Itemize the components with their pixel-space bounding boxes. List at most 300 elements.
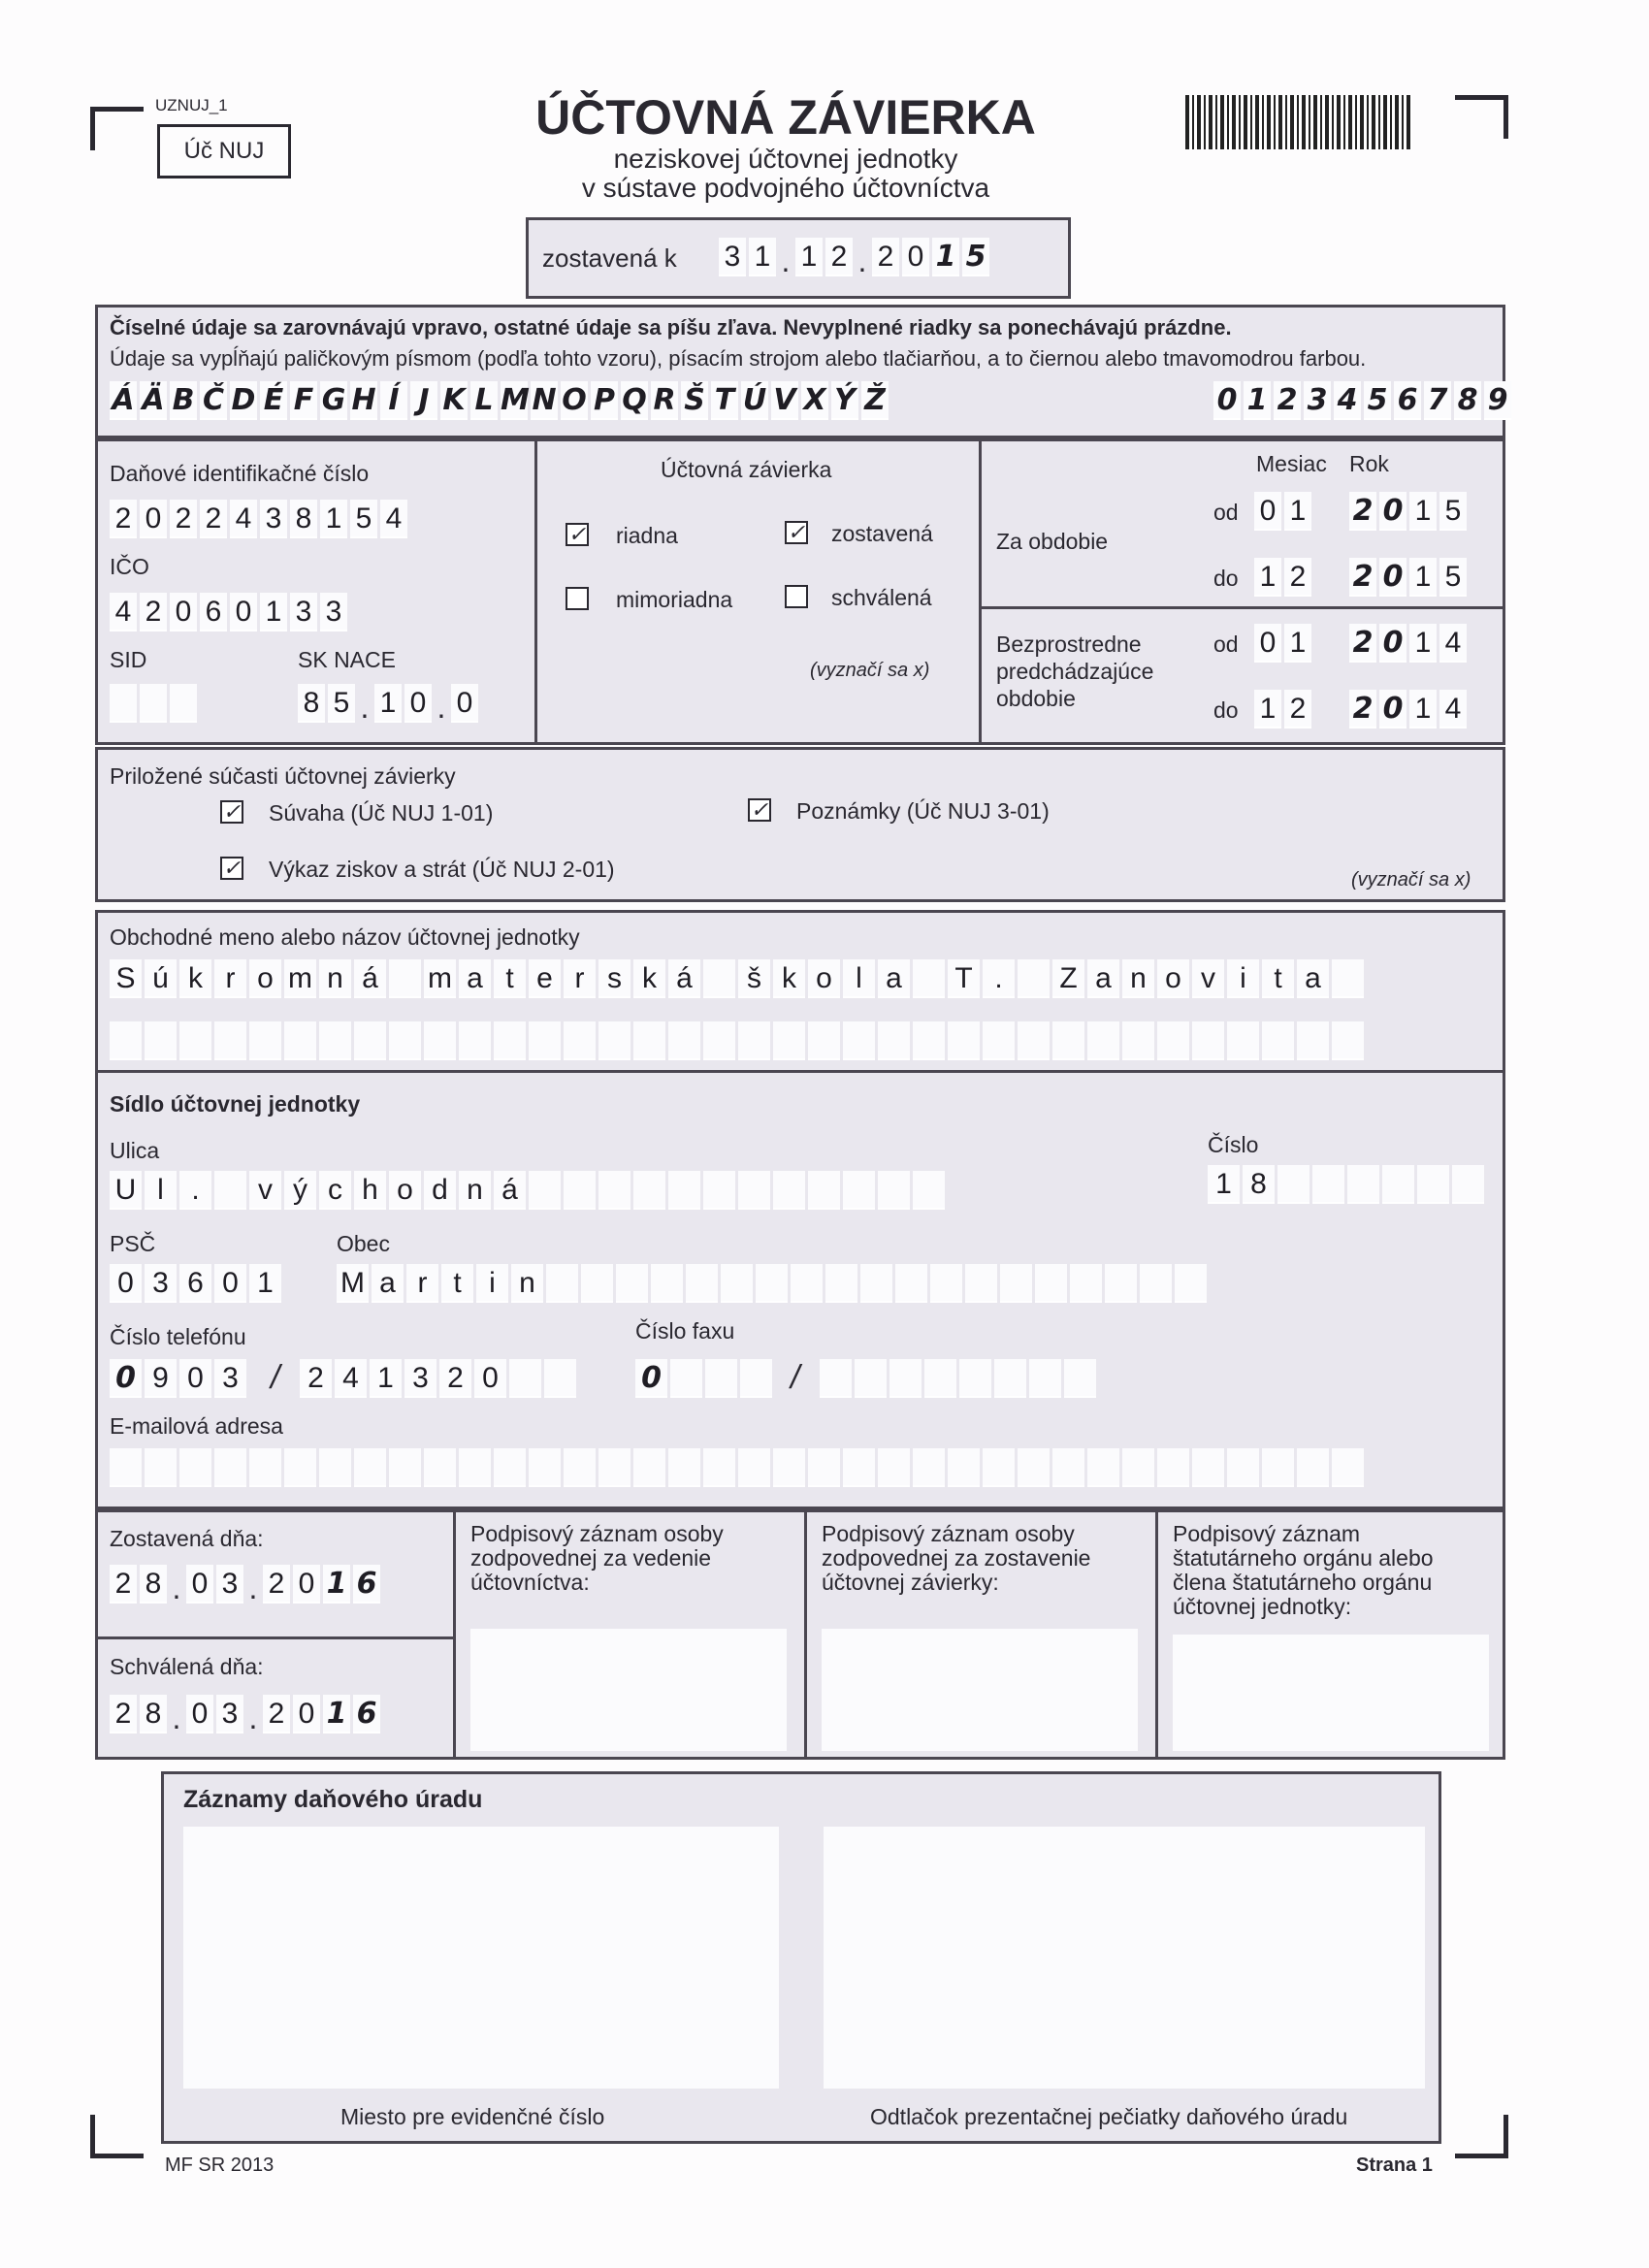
char-cell[interactable] bbox=[424, 1021, 456, 1060]
char-cell[interactable]: Í bbox=[380, 381, 407, 420]
char-cell[interactable]: Š bbox=[681, 381, 708, 420]
char-cell[interactable]: v bbox=[249, 1171, 281, 1210]
char-cell[interactable]: 0 bbox=[404, 684, 432, 723]
char-cell[interactable] bbox=[1070, 1264, 1102, 1303]
char-cell[interactable]: 1 bbox=[749, 238, 776, 276]
char-cell[interactable]: 1 bbox=[1284, 624, 1311, 663]
char-cell[interactable]: 1 bbox=[1409, 558, 1437, 597]
char-cell[interactable] bbox=[959, 1359, 991, 1398]
char-cell[interactable]: 3 bbox=[216, 1695, 243, 1733]
char-cell[interactable]: 8 bbox=[140, 1565, 167, 1604]
char-cell[interactable]: l bbox=[145, 1171, 177, 1210]
char-cell[interactable]: 5 bbox=[1439, 492, 1467, 531]
char-cell[interactable]: 9 bbox=[145, 1359, 177, 1398]
char-cell[interactable]: 0 bbox=[474, 1359, 506, 1398]
char-cell[interactable]: 1 bbox=[260, 593, 287, 632]
char-cell[interactable]: 3 bbox=[260, 500, 287, 538]
char-cell[interactable]: h bbox=[354, 1171, 386, 1210]
char-cell[interactable] bbox=[913, 959, 945, 998]
char-cell[interactable]: 2 bbox=[1349, 624, 1376, 663]
char-cell[interactable]: 1 bbox=[1254, 558, 1281, 597]
char-cell[interactable] bbox=[1087, 1021, 1119, 1060]
char-cell[interactable] bbox=[509, 1359, 541, 1398]
char-cell[interactable]: 0 bbox=[1254, 492, 1281, 531]
sig3-field[interactable] bbox=[1173, 1635, 1489, 1751]
char-cell[interactable] bbox=[703, 1448, 735, 1487]
char-cell[interactable]: 0 bbox=[1379, 558, 1406, 597]
char-cell[interactable]: 4 bbox=[230, 500, 257, 538]
char-cell[interactable] bbox=[721, 1264, 753, 1303]
char-cell[interactable] bbox=[529, 1171, 561, 1210]
char-cell[interactable] bbox=[544, 1359, 576, 1398]
char-cell[interactable]: 0 bbox=[230, 593, 257, 632]
separator[interactable]: . bbox=[360, 690, 370, 725]
char-cell[interactable] bbox=[598, 1021, 630, 1060]
char-cell[interactable] bbox=[1052, 1021, 1084, 1060]
char-cell[interactable] bbox=[913, 1021, 945, 1060]
char-cell[interactable]: 8 bbox=[1454, 381, 1481, 420]
char-cell[interactable] bbox=[1000, 1264, 1032, 1303]
char-cell[interactable] bbox=[878, 1171, 910, 1210]
char-cell[interactable] bbox=[843, 1021, 875, 1060]
char-cell[interactable] bbox=[110, 1021, 142, 1060]
char-cell[interactable]: 2 bbox=[263, 1695, 290, 1733]
char-cell[interactable] bbox=[855, 1359, 887, 1398]
char-cell[interactable]: á bbox=[668, 959, 700, 998]
char-cell[interactable]: 1 bbox=[1244, 381, 1271, 420]
char-cell[interactable]: t bbox=[494, 959, 526, 998]
char-cell[interactable] bbox=[249, 1448, 281, 1487]
char-cell[interactable]: 4 bbox=[1439, 624, 1467, 663]
char-cell[interactable]: 1 bbox=[1284, 492, 1311, 531]
char-cell[interactable]: s bbox=[598, 959, 630, 998]
char-cell[interactable]: r bbox=[564, 959, 596, 998]
char-cell[interactable]: a bbox=[1087, 959, 1119, 998]
char-cell[interactable] bbox=[668, 1448, 700, 1487]
separator[interactable]: . bbox=[248, 1571, 258, 1605]
char-cell[interactable]: 5 bbox=[1439, 558, 1467, 597]
char-cell[interactable] bbox=[703, 959, 735, 998]
char-cell[interactable] bbox=[249, 1021, 281, 1060]
char-cell[interactable]: 4 bbox=[1439, 690, 1467, 729]
char-cell[interactable]: 3 bbox=[290, 593, 317, 632]
char-cell[interactable] bbox=[740, 1359, 772, 1398]
char-cell[interactable] bbox=[564, 1021, 596, 1060]
char-cell[interactable]: 3 bbox=[404, 1359, 436, 1398]
char-cell[interactable] bbox=[913, 1448, 945, 1487]
char-cell[interactable]: 3 bbox=[1304, 381, 1331, 420]
char-cell[interactable] bbox=[1192, 1021, 1224, 1060]
char-cell[interactable] bbox=[808, 1021, 840, 1060]
char-cell[interactable]: V bbox=[771, 381, 798, 420]
char-cell[interactable] bbox=[930, 1264, 962, 1303]
char-cell[interactable]: Z bbox=[1052, 959, 1084, 998]
char-cell[interactable] bbox=[319, 1021, 351, 1060]
char-cell[interactable]: 4 bbox=[380, 500, 407, 538]
char-cell[interactable]: á bbox=[494, 1171, 526, 1210]
char-cell[interactable]: 8 bbox=[140, 1695, 167, 1733]
char-cell[interactable] bbox=[633, 1171, 665, 1210]
char-cell[interactable]: 0 bbox=[110, 1359, 142, 1398]
char-cell[interactable]: 6 bbox=[353, 1695, 380, 1733]
char-cell[interactable]: 5 bbox=[962, 238, 989, 276]
char-cell[interactable] bbox=[1018, 1021, 1050, 1060]
char-cell[interactable] bbox=[843, 1448, 875, 1487]
char-cell[interactable]: P bbox=[591, 381, 618, 420]
char-cell[interactable]: 5 bbox=[328, 684, 355, 723]
char-cell[interactable] bbox=[1227, 1448, 1259, 1487]
char-cell[interactable] bbox=[389, 1448, 421, 1487]
char-cell[interactable]: 0 bbox=[451, 684, 478, 723]
char-cell[interactable]: 6 bbox=[353, 1565, 380, 1604]
char-cell[interactable] bbox=[1140, 1264, 1172, 1303]
char-cell[interactable] bbox=[738, 1021, 770, 1060]
char-cell[interactable] bbox=[913, 1171, 945, 1210]
char-cell[interactable]: 5 bbox=[1364, 381, 1391, 420]
char-cell[interactable]: l bbox=[843, 959, 875, 998]
char-cell[interactable] bbox=[668, 1021, 700, 1060]
char-cell[interactable]: M bbox=[501, 381, 528, 420]
char-cell[interactable]: 0 bbox=[214, 1264, 246, 1303]
pl-checkbox[interactable]: ✓ bbox=[220, 857, 243, 880]
char-cell[interactable] bbox=[319, 1448, 351, 1487]
char-cell[interactable] bbox=[738, 1448, 770, 1487]
char-cell[interactable] bbox=[1122, 1021, 1154, 1060]
char-cell[interactable]: 2 bbox=[300, 1359, 332, 1398]
char-cell[interactable] bbox=[1157, 1021, 1189, 1060]
char-cell[interactable]: k bbox=[773, 959, 805, 998]
char-cell[interactable]: 2 bbox=[1274, 381, 1301, 420]
char-cell[interactable] bbox=[820, 1359, 852, 1398]
char-cell[interactable]: T bbox=[948, 959, 980, 998]
char-cell[interactable]: L bbox=[470, 381, 498, 420]
char-cell[interactable] bbox=[179, 1448, 211, 1487]
char-cell[interactable] bbox=[738, 1171, 770, 1210]
char-cell[interactable]: 9 bbox=[1484, 381, 1511, 420]
char-cell[interactable] bbox=[1382, 1165, 1414, 1204]
char-cell[interactable]: 0 bbox=[293, 1565, 320, 1604]
char-cell[interactable]: 2 bbox=[1284, 558, 1311, 597]
char-cell[interactable]: 2 bbox=[1349, 492, 1376, 531]
char-cell[interactable] bbox=[529, 1448, 561, 1487]
char-cell[interactable]: 2 bbox=[825, 238, 853, 276]
compiled-checkbox[interactable]: ✓ bbox=[785, 521, 808, 544]
char-cell[interactable] bbox=[1018, 959, 1050, 998]
char-cell[interactable] bbox=[1087, 1448, 1119, 1487]
char-cell[interactable] bbox=[424, 1448, 456, 1487]
char-cell[interactable]: n bbox=[1122, 959, 1154, 998]
char-cell[interactable]: D bbox=[230, 381, 257, 420]
char-cell[interactable]: a bbox=[372, 1264, 404, 1303]
char-cell[interactable]: 1 bbox=[323, 1695, 350, 1733]
balance-checkbox[interactable]: ✓ bbox=[220, 800, 243, 824]
char-cell[interactable] bbox=[529, 1021, 561, 1060]
char-cell[interactable]: 8 bbox=[298, 684, 325, 723]
notes-checkbox[interactable]: ✓ bbox=[748, 798, 771, 822]
char-cell[interactable]: o bbox=[389, 1171, 421, 1210]
char-cell[interactable]: 2 bbox=[110, 1565, 137, 1604]
char-cell[interactable]: v bbox=[1192, 959, 1224, 998]
char-cell[interactable]: 0 bbox=[186, 1565, 213, 1604]
registration-number-field[interactable] bbox=[183, 1827, 779, 2089]
char-cell[interactable]: 1 bbox=[932, 238, 959, 276]
char-cell[interactable] bbox=[1052, 1448, 1084, 1487]
char-cell[interactable] bbox=[686, 1264, 718, 1303]
char-cell[interactable]: r bbox=[214, 959, 246, 998]
char-cell[interactable]: t bbox=[1262, 959, 1294, 998]
char-cell[interactable]: R bbox=[651, 381, 678, 420]
char-cell[interactable]: 2 bbox=[872, 238, 899, 276]
char-cell[interactable]: i bbox=[1227, 959, 1259, 998]
char-cell[interactable] bbox=[703, 1021, 735, 1060]
char-cell[interactable]: 0 bbox=[1379, 690, 1406, 729]
char-cell[interactable]: 8 bbox=[290, 500, 317, 538]
char-cell[interactable]: 2 bbox=[200, 500, 227, 538]
char-cell[interactable]: 0 bbox=[1379, 624, 1406, 663]
char-cell[interactable]: X bbox=[801, 381, 828, 420]
char-cell[interactable] bbox=[110, 1448, 142, 1487]
char-cell[interactable] bbox=[703, 1171, 735, 1210]
char-cell[interactable]: 5 bbox=[350, 500, 377, 538]
char-cell[interactable]: 3 bbox=[145, 1264, 177, 1303]
char-cell[interactable]: 0 bbox=[140, 500, 167, 538]
char-cell[interactable] bbox=[1452, 1165, 1484, 1204]
char-cell[interactable] bbox=[1347, 1165, 1379, 1204]
char-cell[interactable]: M bbox=[337, 1264, 369, 1303]
char-cell[interactable]: 4 bbox=[110, 593, 137, 632]
char-cell[interactable]: Á bbox=[110, 381, 137, 420]
char-cell[interactable]: r bbox=[406, 1264, 438, 1303]
char-cell[interactable] bbox=[564, 1171, 596, 1210]
char-cell[interactable]: 1 bbox=[370, 1359, 402, 1398]
char-cell[interactable] bbox=[354, 1448, 386, 1487]
char-cell[interactable] bbox=[1157, 1448, 1189, 1487]
char-cell[interactable] bbox=[948, 1448, 980, 1487]
char-cell[interactable] bbox=[564, 1448, 596, 1487]
approved-checkbox[interactable] bbox=[785, 585, 808, 608]
char-cell[interactable] bbox=[773, 1448, 805, 1487]
char-cell[interactable]: c bbox=[319, 1171, 351, 1210]
char-cell[interactable]: 3 bbox=[214, 1359, 246, 1398]
char-cell[interactable] bbox=[1035, 1264, 1067, 1303]
char-cell[interactable] bbox=[1332, 1021, 1364, 1060]
char-cell[interactable] bbox=[1122, 1448, 1154, 1487]
char-cell[interactable] bbox=[170, 684, 197, 723]
char-cell[interactable]: 6 bbox=[1394, 381, 1421, 420]
char-cell[interactable] bbox=[773, 1021, 805, 1060]
char-cell[interactable]: Ú bbox=[741, 381, 768, 420]
char-cell[interactable]: o bbox=[808, 959, 840, 998]
char-cell[interactable]: a bbox=[459, 959, 491, 998]
char-cell[interactable] bbox=[670, 1359, 702, 1398]
char-cell[interactable]: 0 bbox=[635, 1359, 667, 1398]
char-cell[interactable]: n bbox=[319, 959, 351, 998]
char-cell[interactable] bbox=[214, 1021, 246, 1060]
char-cell[interactable]: 0 bbox=[186, 1695, 213, 1733]
char-cell[interactable]: 2 bbox=[1349, 690, 1376, 729]
char-cell[interactable]: 1 bbox=[795, 238, 823, 276]
char-cell[interactable] bbox=[145, 1021, 177, 1060]
char-cell[interactable]: 3 bbox=[320, 593, 347, 632]
char-cell[interactable]: J bbox=[410, 381, 437, 420]
char-cell[interactable]: Q bbox=[621, 381, 648, 420]
char-cell[interactable]: 1 bbox=[1208, 1165, 1240, 1204]
char-cell[interactable]: 1 bbox=[249, 1264, 281, 1303]
separator[interactable]: . bbox=[248, 1701, 258, 1735]
char-cell[interactable] bbox=[948, 1021, 980, 1060]
office-stamp-field[interactable] bbox=[824, 1827, 1425, 2089]
char-cell[interactable]: š bbox=[738, 959, 770, 998]
char-cell[interactable] bbox=[773, 1171, 805, 1210]
char-cell[interactable]: Ž bbox=[861, 381, 889, 420]
char-cell[interactable]: 1 bbox=[1409, 624, 1437, 663]
char-cell[interactable]: 6 bbox=[179, 1264, 211, 1303]
char-cell[interactable] bbox=[1064, 1359, 1096, 1398]
char-cell[interactable] bbox=[546, 1264, 578, 1303]
char-cell[interactable]: o bbox=[1157, 959, 1189, 998]
char-cell[interactable]: 0 bbox=[179, 1359, 211, 1398]
char-cell[interactable]: ú bbox=[145, 959, 177, 998]
char-cell[interactable]: 7 bbox=[1424, 381, 1451, 420]
char-cell[interactable] bbox=[878, 1448, 910, 1487]
char-cell[interactable]: 1 bbox=[1409, 690, 1437, 729]
char-cell[interactable] bbox=[459, 1021, 491, 1060]
char-cell[interactable] bbox=[878, 1021, 910, 1060]
char-cell[interactable] bbox=[860, 1264, 892, 1303]
char-cell[interactable] bbox=[808, 1448, 840, 1487]
char-cell[interactable]: 0 bbox=[170, 593, 197, 632]
char-cell[interactable] bbox=[179, 1021, 211, 1060]
char-cell[interactable]: o bbox=[249, 959, 281, 998]
char-cell[interactable] bbox=[651, 1264, 683, 1303]
char-cell[interactable]: F bbox=[290, 381, 317, 420]
char-cell[interactable] bbox=[1262, 1021, 1294, 1060]
char-cell[interactable]: d bbox=[424, 1171, 456, 1210]
char-cell[interactable] bbox=[389, 1021, 421, 1060]
separator[interactable]: . bbox=[172, 1701, 181, 1735]
char-cell[interactable] bbox=[983, 1021, 1015, 1060]
char-cell[interactable]: k bbox=[633, 959, 665, 998]
char-cell[interactable] bbox=[924, 1359, 956, 1398]
char-cell[interactable]: 2 bbox=[1284, 690, 1311, 729]
char-cell[interactable] bbox=[1277, 1165, 1310, 1204]
separator[interactable]: . bbox=[857, 243, 867, 278]
char-cell[interactable]: 0 bbox=[902, 238, 929, 276]
char-cell[interactable]: n bbox=[459, 1171, 491, 1210]
char-cell[interactable] bbox=[633, 1448, 665, 1487]
char-cell[interactable] bbox=[791, 1264, 823, 1303]
sig2-field[interactable] bbox=[822, 1629, 1138, 1751]
char-cell[interactable] bbox=[1192, 1448, 1224, 1487]
char-cell[interactable]: É bbox=[260, 381, 287, 420]
char-cell[interactable] bbox=[668, 1171, 700, 1210]
char-cell[interactable]: Č bbox=[200, 381, 227, 420]
char-cell[interactable]: k bbox=[179, 959, 211, 998]
char-cell[interactable] bbox=[284, 1021, 316, 1060]
char-cell[interactable] bbox=[633, 1021, 665, 1060]
char-cell[interactable]: ý bbox=[284, 1171, 316, 1210]
char-cell[interactable]: 4 bbox=[1334, 381, 1361, 420]
char-cell[interactable]: m bbox=[284, 959, 316, 998]
char-cell[interactable]: 2 bbox=[110, 500, 137, 538]
char-cell[interactable] bbox=[1029, 1359, 1061, 1398]
char-cell[interactable] bbox=[389, 959, 421, 998]
char-cell[interactable]: 2 bbox=[1349, 558, 1376, 597]
char-cell[interactable]: 2 bbox=[110, 1695, 137, 1733]
char-cell[interactable] bbox=[756, 1264, 788, 1303]
char-cell[interactable]: T bbox=[711, 381, 738, 420]
char-cell[interactable]: t bbox=[441, 1264, 473, 1303]
char-cell[interactable] bbox=[1332, 1448, 1364, 1487]
char-cell[interactable]: e bbox=[529, 959, 561, 998]
char-cell[interactable] bbox=[284, 1448, 316, 1487]
char-cell[interactable] bbox=[843, 1171, 875, 1210]
char-cell[interactable] bbox=[110, 684, 137, 723]
char-cell[interactable] bbox=[808, 1171, 840, 1210]
char-cell[interactable] bbox=[1297, 1448, 1329, 1487]
char-cell[interactable]: 2 bbox=[263, 1565, 290, 1604]
char-cell[interactable]: S bbox=[110, 959, 142, 998]
char-cell[interactable]: Ä bbox=[140, 381, 167, 420]
char-cell[interactable]: n bbox=[511, 1264, 543, 1303]
char-cell[interactable]: á bbox=[354, 959, 386, 998]
char-cell[interactable]: 6 bbox=[200, 593, 227, 632]
char-cell[interactable]: H bbox=[350, 381, 377, 420]
char-cell[interactable]: N bbox=[531, 381, 558, 420]
char-cell[interactable] bbox=[1262, 1448, 1294, 1487]
char-cell[interactable] bbox=[140, 684, 167, 723]
char-cell[interactable]: 1 bbox=[1409, 492, 1437, 531]
char-cell[interactable]: G bbox=[320, 381, 347, 420]
char-cell[interactable]: B bbox=[170, 381, 197, 420]
char-cell[interactable]: 8 bbox=[1243, 1165, 1275, 1204]
char-cell[interactable] bbox=[825, 1264, 857, 1303]
char-cell[interactable] bbox=[895, 1264, 927, 1303]
char-cell[interactable] bbox=[1018, 1448, 1050, 1487]
char-cell[interactable]: a bbox=[878, 959, 910, 998]
char-cell[interactable]: i bbox=[476, 1264, 508, 1303]
sig1-field[interactable] bbox=[470, 1629, 787, 1751]
char-cell[interactable] bbox=[598, 1171, 630, 1210]
char-cell[interactable]: 0 bbox=[1254, 624, 1281, 663]
char-cell[interactable] bbox=[994, 1359, 1026, 1398]
char-cell[interactable]: 0 bbox=[293, 1695, 320, 1733]
char-cell[interactable] bbox=[983, 1448, 1015, 1487]
char-cell[interactable]: O bbox=[561, 381, 588, 420]
char-cell[interactable] bbox=[705, 1359, 737, 1398]
char-cell[interactable] bbox=[1297, 1021, 1329, 1060]
char-cell[interactable] bbox=[459, 1448, 491, 1487]
char-cell[interactable]: U bbox=[110, 1171, 142, 1210]
extraordinary-checkbox[interactable] bbox=[566, 587, 589, 610]
char-cell[interactable]: a bbox=[1297, 959, 1329, 998]
char-cell[interactable] bbox=[616, 1264, 648, 1303]
char-cell[interactable]: Ý bbox=[831, 381, 858, 420]
char-cell[interactable] bbox=[494, 1448, 526, 1487]
char-cell[interactable]: . bbox=[983, 959, 1015, 998]
char-cell[interactable]: 4 bbox=[335, 1359, 367, 1398]
char-cell[interactable]: 0 bbox=[1379, 492, 1406, 531]
char-cell[interactable]: 1 bbox=[374, 684, 402, 723]
char-cell[interactable] bbox=[354, 1021, 386, 1060]
char-cell[interactable]: 0 bbox=[110, 1264, 142, 1303]
char-cell[interactable] bbox=[494, 1021, 526, 1060]
char-cell[interactable] bbox=[889, 1359, 922, 1398]
char-cell[interactable] bbox=[1312, 1165, 1344, 1204]
char-cell[interactable] bbox=[1417, 1165, 1449, 1204]
char-cell[interactable]: 0 bbox=[1213, 381, 1241, 420]
separator[interactable]: . bbox=[172, 1571, 181, 1605]
